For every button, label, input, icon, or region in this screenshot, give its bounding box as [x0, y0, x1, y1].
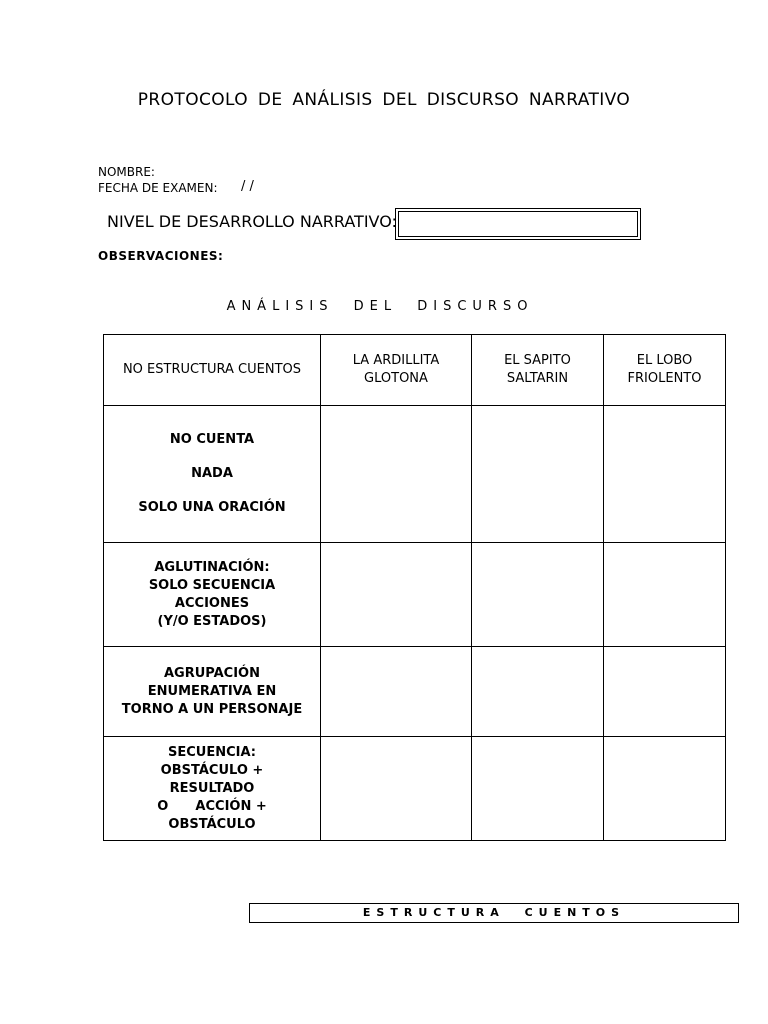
table-header-row [104, 335, 726, 406]
table-cell[interactable] [604, 647, 726, 737]
fecha-examen-label: FECHA DE EXAMEN: [98, 181, 218, 195]
row-label-line: AGLUTINACIÓN: [154, 559, 270, 575]
row-label-line: SECUENCIA: [168, 744, 256, 760]
row-label-line: ACCIONES [174, 595, 250, 611]
table-cell[interactable] [321, 647, 472, 737]
table-cell[interactable] [472, 543, 604, 647]
row-label-line: OBSTÁCULO + [160, 762, 264, 778]
row-label-line: (Y/O ESTADOS) [157, 613, 267, 629]
observaciones-label: OBSERVACIONES: [98, 249, 224, 263]
row-label-line: ENUMERATIVA EN [147, 683, 277, 699]
row-label-line: SOLO SECUENCIA [148, 577, 276, 593]
row-label-line: AGRUPACIÓN [163, 665, 260, 681]
nombre-label: NOMBRE: [98, 165, 155, 179]
table-cell[interactable] [321, 543, 472, 647]
footer-estructura-cuentos: ESTRUCTURA CUENTOS [249, 903, 739, 923]
table-cell[interactable] [321, 737, 472, 841]
section-title: ANÁLISIS DEL DISCURSO [226, 299, 534, 314]
table-cell[interactable] [472, 647, 604, 737]
row-label-agrupacion [104, 647, 321, 737]
row-label-line: TORNO A UN PERSONAJE [121, 701, 303, 717]
table-row [104, 647, 726, 737]
document-title: PROTOCOLO DE ANÁLISIS DEL DISCURSO NARRATIVO [137, 90, 631, 110]
row-label-line: O ACCIÓN + [157, 798, 267, 814]
row-label-line: OBSTÁCULO [168, 816, 256, 832]
header-el-sapito: EL SAPITO SALTARIN [472, 335, 604, 406]
row-label-line: NO CUENTA [169, 432, 255, 447]
nivel-desarrollo-field[interactable] [395, 208, 641, 240]
row-label-no-cuenta [104, 406, 321, 543]
header-no-estructura: NO ESTRUCTURA CUENTOS [104, 335, 321, 406]
row-label-secuencia [104, 737, 321, 841]
table-cell[interactable] [321, 406, 472, 543]
row-label-aglutinacion [104, 543, 321, 647]
analysis-table [103, 334, 726, 841]
row-label-line: RESULTADO [169, 780, 255, 796]
table-row [104, 543, 726, 647]
table-cell[interactable] [604, 737, 726, 841]
nivel-desarrollo-label: NIVEL DE DESARROLLO NARRATIVO: [107, 212, 397, 231]
header-la-ardillita: LA ARDILLITA GLOTONA [321, 335, 472, 406]
table-cell[interactable] [604, 406, 726, 543]
table-cell[interactable] [604, 543, 726, 647]
nivel-desarrollo-value [398, 211, 638, 237]
table-cell[interactable] [472, 406, 604, 543]
table-row [104, 737, 726, 841]
table-row [104, 406, 726, 543]
row-label-line: NADA [191, 466, 233, 481]
table-cell[interactable] [472, 737, 604, 841]
fecha-examen-value[interactable]: / / [241, 179, 254, 194]
header-el-lobo: EL LOBO FRIOLENTO [604, 335, 726, 406]
row-label-line: SOLO UNA ORACIÓN [138, 500, 286, 515]
